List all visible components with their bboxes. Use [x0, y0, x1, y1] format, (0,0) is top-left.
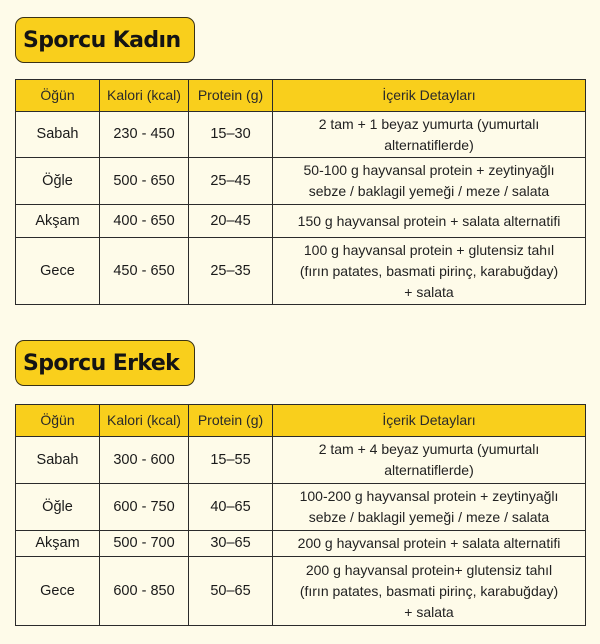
- table-row: [16, 158, 586, 205]
- cell-detay: [273, 437, 586, 484]
- cell-protein: 25–35: [189, 238, 273, 305]
- header-protein: Protein (g): [189, 80, 273, 112]
- detay-line: + salata: [404, 283, 454, 300]
- cell-ogun: Sabah: [16, 112, 100, 158]
- detay-line: alternatiflerde): [384, 462, 474, 478]
- cell-ogun: Öğle: [16, 484, 100, 531]
- detay-line: 100-200 g hayvansal protein + zeytinyağlı: [299, 488, 559, 504]
- table-row: [16, 238, 586, 305]
- cell-kalori: 300 - 600: [100, 437, 189, 484]
- cell-kalori: 600 - 750: [100, 484, 189, 531]
- header-ogun: Öğün: [16, 80, 100, 112]
- cell-protein: 50–65: [189, 557, 273, 626]
- section-title-sporcu-kadin: Sporcu Kadın: [15, 17, 195, 63]
- header-icerik-detaylari: İçerik Detayları: [273, 405, 586, 437]
- detay-line: 2 tam + 4 beyaz yumurta (yumurtalı: [318, 441, 540, 457]
- detay-line: alternatiflerde): [384, 136, 474, 153]
- table-row: [16, 557, 586, 626]
- cell-ogun: Gece: [16, 557, 100, 626]
- cell-protein: 15–30: [189, 112, 273, 158]
- header-kalori: Kalori (kcal): [100, 405, 189, 437]
- cell-protein: 40–65: [189, 484, 273, 531]
- cell-detay: [273, 158, 586, 205]
- cell-ogun: Akşam: [16, 205, 100, 238]
- table-header-row: [16, 405, 586, 437]
- cell-ogun: Gece: [16, 238, 100, 305]
- cell-detay: [273, 205, 586, 238]
- cell-detay: [273, 484, 586, 531]
- table-row: [16, 112, 586, 158]
- cell-kalori: 500 - 700: [100, 531, 189, 557]
- cell-ogun: Akşam: [16, 531, 100, 557]
- meal-table-sporcu-erkek: [15, 404, 586, 626]
- cell-detay: [273, 238, 586, 305]
- cell-kalori: 600 - 850: [100, 557, 189, 626]
- cell-protein: 25–45: [189, 158, 273, 205]
- cell-protein: 20–45: [189, 205, 273, 238]
- table-row: [16, 531, 586, 557]
- cell-detay: [273, 531, 586, 557]
- detay-line: 200 g hayvansal protein+ glutensiz tahıl: [305, 561, 553, 578]
- cell-kalori: 230 - 450: [100, 112, 189, 158]
- cell-ogun: Öğle: [16, 158, 100, 205]
- cell-kalori: 500 - 650: [100, 158, 189, 205]
- cell-ogun: Sabah: [16, 437, 100, 484]
- cell-protein: 30–65: [189, 531, 273, 557]
- detay-line: 50-100 g hayvansal protein + zeytinyağlı: [303, 162, 555, 178]
- detay-line: 150 g hayvansal protein + salata alternatifi: [297, 212, 561, 229]
- detay-line: 200 g hayvansal protein + salata alternatifi: [297, 535, 561, 551]
- detay-line: sebze / baklagil yemeği / meze / salata: [308, 509, 550, 525]
- cell-protein: 15–55: [189, 437, 273, 484]
- cell-detay: [273, 112, 586, 158]
- header-kalori: Kalori (kcal): [100, 80, 189, 112]
- detay-line: 2 tam + 1 beyaz yumurta (yumurtalı: [318, 115, 540, 132]
- header-ogun: Öğün: [16, 405, 100, 437]
- detay-line: sebze / baklagil yemeği / meze / salata: [308, 183, 550, 199]
- table-row: [16, 484, 586, 531]
- detay-line: 100 g hayvansal protein + glutensiz tahıl: [303, 241, 555, 258]
- header-icerik-detaylari: İçerik Detayları: [273, 80, 586, 112]
- meal-table-sporcu-kadin: [15, 79, 586, 305]
- cell-kalori: 400 - 650: [100, 205, 189, 238]
- header-protein: Protein (g): [189, 405, 273, 437]
- table-header-row: [16, 80, 586, 112]
- cell-kalori: 450 - 650: [100, 238, 189, 305]
- detay-line: (fırın patates, basmati pirinç, karabuğday): [299, 262, 559, 279]
- table-row: [16, 205, 586, 238]
- cell-detay: [273, 557, 586, 626]
- table-row: [16, 437, 586, 484]
- detay-line: (fırın patates, basmati pirinç, karabuğday): [299, 582, 559, 599]
- section-title-sporcu-erkek: Sporcu Erkek: [15, 340, 195, 386]
- detay-line: + salata: [404, 603, 454, 620]
